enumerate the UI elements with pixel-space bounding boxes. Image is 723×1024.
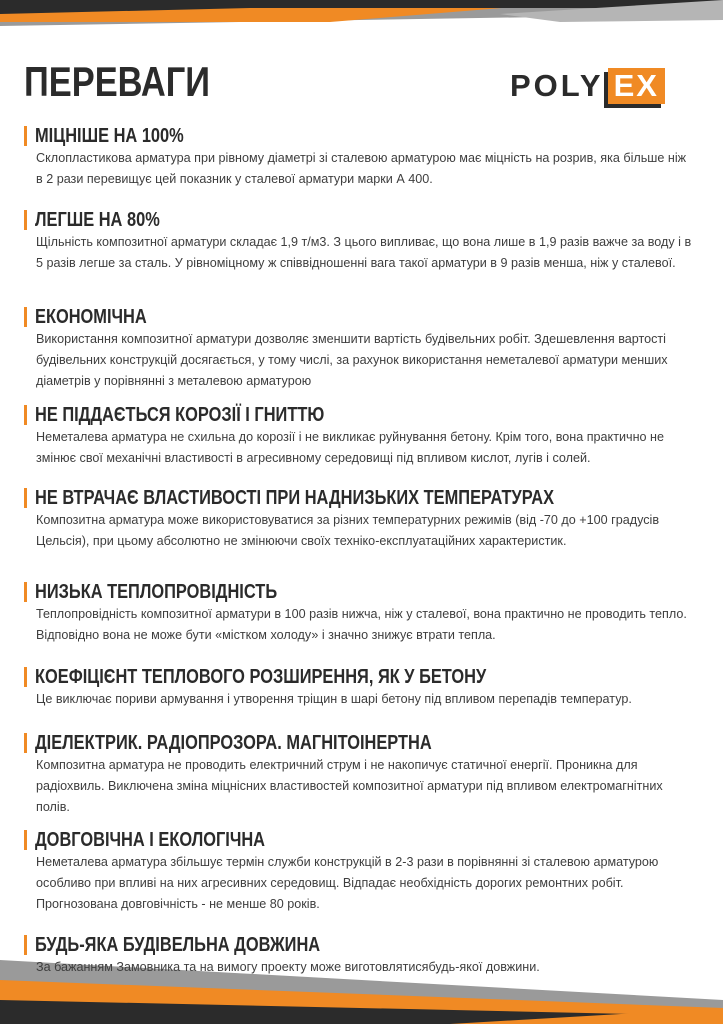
section-marker <box>24 733 27 753</box>
section-dielectric <box>24 731 704 818</box>
section-text: Використання композитної арматури дозволяє зменшити вартість будівельних робіт. Здешевлення вартості будівельних конструкцій досягається, у тому числі, за рахунок використання неметалевої арматури менших діаметрів у порівнянні з металевою арматурою <box>36 332 668 388</box>
section-corrosion <box>24 403 704 469</box>
section-title: НЕ ВТРАЧАЄ ВЛАСТИВОСТІ ПРИ НАДНИЗЬКИХ ТЕМПЕРАТУРАХ <box>35 486 555 509</box>
section-text: Неметалева арматура збільшує термін служби конструкцій в 2-3 рази в порівнянні зі сталевою арматурою особливо при впливі на них агресивних середовищ. Відпадає необхідність дорогих ремонтних робіт. Прогнозована довговічність - не менше 80 років. <box>36 855 659 911</box>
section-thermal-conductivity <box>24 580 704 646</box>
section-text: Склопластикова арматура при рівному діаметрі зі сталевою арматурою має міцність на розрив, яка більше ніж в 2 рази перевищує цей показник у сталевої арматури марки А 400. <box>36 151 687 186</box>
section-text: Композитна арматура не проводить електричний струм і не накопичує статичної енергії. Проникна для радіохвиль. Виключена зміна міцнісних властивостей композитної арматури під впливом електромагнітних полів. <box>36 758 663 814</box>
section-title: ДІЕЛЕКТРИК. РАДІОПРОЗОРА. МАГНІТОІНЕРТНА <box>35 731 432 754</box>
section-text: Неметалева арматура не схильна до корозії і не викликає руйнування бетону. Крім того, вона практично не змінює свої механічні властивості в агресивному середовищі під впливом кислот, лугів і солей. <box>36 430 664 465</box>
section-marker <box>24 830 27 850</box>
section-title: ЛЕГШЕ НА 80% <box>35 208 160 231</box>
section-strength <box>24 124 704 190</box>
section-marker <box>24 307 27 327</box>
section-title: МІЦНІШЕ НА 100% <box>35 124 184 147</box>
section-marker <box>24 405 27 425</box>
section-text: За бажанням Замовника та на вимогу проекту може виготовлятисябудь-якої довжини. <box>36 960 540 974</box>
section-text: Теплопровідність композитної арматури в 100 разів нижча, ніж у сталевої, вона практично не проводить тепло. Відповідно вона не може бути «містком холоду» і значно знижує втрати тепла. <box>36 607 687 642</box>
logo-text-ex: EX <box>608 68 665 104</box>
section-text: Щільність композитної арматури складає 1,9 т/м3. З цього випливає, що вона лише в 1,9 разів важче за воду і в 5 разів легше за сталь. У рівноміцному ж співвідношенні вага такої арматури в 9 разів менша, ніж у сталевої. <box>36 235 692 270</box>
section-marker <box>24 210 27 230</box>
page-title: ПЕРЕВАГИ <box>24 58 210 105</box>
section-marker <box>24 126 27 146</box>
section-title: ЕКОНОМІЧНА <box>35 305 147 328</box>
section-title: НИЗЬКА ТЕПЛОПРОВІДНІСТЬ <box>35 580 278 603</box>
section-lighter <box>24 208 704 274</box>
section-title: НЕ ПІДДАЄТЬСЯ КОРОЗІЇ І ГНИТТЮ <box>35 403 325 426</box>
polyex-logo <box>510 66 665 106</box>
section-title: ДОВГОВІЧНА І ЕКОЛОГІЧНА <box>35 828 266 851</box>
section-marker <box>24 667 27 687</box>
section-marker <box>24 935 27 955</box>
section-any-length <box>24 933 704 978</box>
logo-text-poly: POLY <box>510 68 604 103</box>
section-thermal-expansion <box>24 665 704 710</box>
section-text: Композитна арматура може використовуватися за різних температурних режимів (від -70 до +100 градусів Цельсія), при цьому абсолютно не змінюючи своїх техніко-експлуатаційних характеристик. <box>36 513 660 548</box>
section-title: БУДЬ-ЯКА БУДІВЕЛЬНА ДОВЖИНА <box>35 933 321 956</box>
section-low-temperature <box>24 486 704 552</box>
section-title: КОЕФІЦІЄНТ ТЕПЛОВОГО РОЗШИРЕННЯ, ЯК У БЕТОНУ <box>35 665 487 688</box>
section-economic <box>24 305 704 392</box>
section-marker <box>24 582 27 602</box>
section-text: Це виключає пориви армування і утворення тріщин в шарі бетону під впливом перепадів температур. <box>36 692 632 706</box>
section-durable-ecological <box>24 828 704 915</box>
section-marker <box>24 488 27 508</box>
